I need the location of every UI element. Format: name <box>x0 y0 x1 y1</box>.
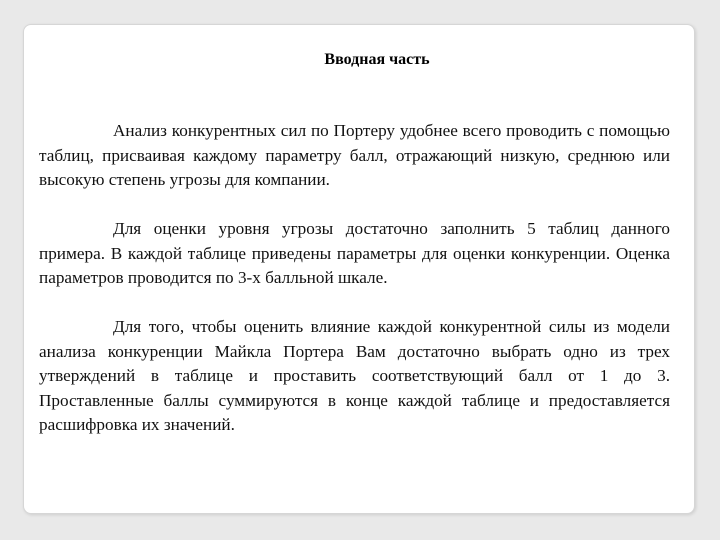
slide-panel <box>23 24 695 514</box>
paragraph-threat-assessment: Для оценки уровня угрозы достаточно заполнить 5 таблиц данного примера. В каждой таблице приведены параметры для оценки конкуренции. Оценка параметров проводится по 3-х балльной шкале. <box>39 219 670 287</box>
paragraph-porter-analysis: Анализ конкурентных сил по Портеру удобнее всего проводить с помощью таблиц, присваивая каждому параметру балл, отражающий низкую, среднюю или высокую степень угрозы для компании. <box>39 121 670 189</box>
paragraph-scoring-instructions: Для того, чтобы оценить влияние каждой конкурентной силы из модели анализа конкуренции Майкла Портера Вам достаточно выбрать одно из трех утверждений в таблице и проставить соответствующий балл от 1 до 3. Проставленные баллы суммируются в конце каждой таблице и предоставляется расшифровка их значений. <box>39 317 670 434</box>
slide-body <box>39 119 670 462</box>
slide-title: Вводная часть <box>324 51 430 68</box>
